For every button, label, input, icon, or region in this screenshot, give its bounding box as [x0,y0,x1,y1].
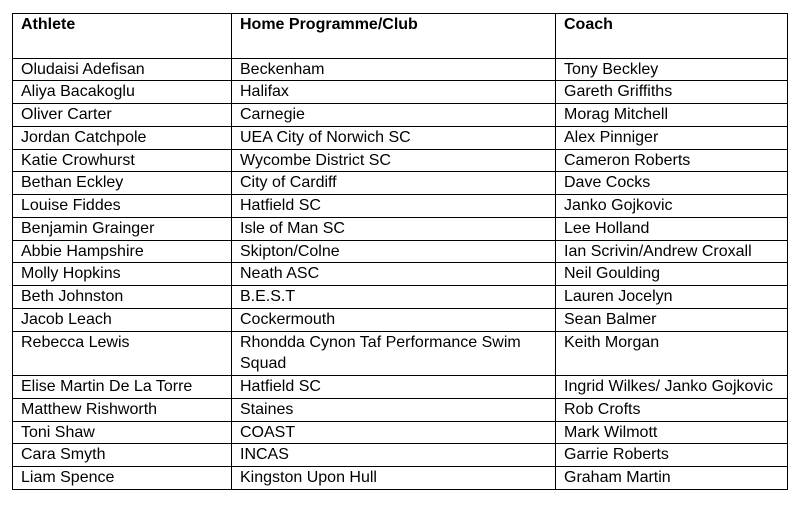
athlete-cell: Jacob Leach [13,308,232,331]
coach-cell: Tony Beckley [556,58,788,81]
table-row [13,331,788,376]
athlete-cell: Oliver Carter [13,104,232,127]
coach-cell: Keith Morgan [556,331,788,376]
athlete-cell: Bethan Eckley [13,172,232,195]
coach-cell: Mark Wilmott [556,421,788,444]
table-row [13,467,788,490]
club-cell: Kingston Upon Hull [232,467,556,490]
club-cell: City of Cardiff [232,172,556,195]
coach-cell: Gareth Griffiths [556,81,788,104]
athlete-cell: Cara Smyth [13,444,232,467]
coach-cell: Rob Crofts [556,398,788,421]
coach-cell: Sean Balmer [556,308,788,331]
athlete-cell: Louise Fiddes [13,195,232,218]
header-coach: Coach [556,14,788,59]
athlete-table [12,13,788,490]
club-cell: Rhondda Cynon Taf Performance Swim Squad [232,331,556,376]
table-row [13,58,788,81]
club-cell: INCAS [232,444,556,467]
club-cell: Wycombe District SC [232,149,556,172]
coach-cell: Ian Scrivin/Andrew Croxall [556,240,788,263]
table-row [13,149,788,172]
coach-cell: Cameron Roberts [556,149,788,172]
table-row [13,286,788,309]
athlete-cell: Elise Martin De La Torre [13,376,232,399]
coach-cell: Ingrid Wilkes/ Janko Gojkovic [556,376,788,399]
table-row [13,240,788,263]
coach-cell: Janko Gojkovic [556,195,788,218]
table-row [13,421,788,444]
club-cell: UEA City of Norwich SC [232,126,556,149]
athlete-cell: Liam Spence [13,467,232,490]
table-row [13,81,788,104]
coach-cell: Alex Pinniger [556,126,788,149]
club-cell: B.E.S.T [232,286,556,309]
athlete-cell: Rebecca Lewis [13,331,232,376]
coach-cell: Dave Cocks [556,172,788,195]
table-row [13,195,788,218]
club-cell: Skipton/Colne [232,240,556,263]
table-row [13,376,788,399]
athlete-cell: Aliya Bacakoglu [13,81,232,104]
coach-cell: Lee Holland [556,217,788,240]
table-row [13,104,788,127]
header-athlete: Athlete [13,14,232,59]
header-home-programme: Home Programme/Club [232,14,556,59]
athlete-cell: Beth Johnston [13,286,232,309]
table-row [13,398,788,421]
table-row [13,172,788,195]
club-cell: Carnegie [232,104,556,127]
header-row [13,14,788,59]
club-cell: Hatfield SC [232,376,556,399]
club-cell: Staines [232,398,556,421]
athlete-cell: Oludaisi Adefisan [13,58,232,81]
club-cell: Neath ASC [232,263,556,286]
athlete-cell: Molly Hopkins [13,263,232,286]
athlete-cell: Jordan Catchpole [13,126,232,149]
table-row [13,444,788,467]
coach-cell: Morag Mitchell [556,104,788,127]
coach-cell: Garrie Roberts [556,444,788,467]
table-row [13,217,788,240]
table-row [13,308,788,331]
athlete-cell: Abbie Hampshire [13,240,232,263]
table-row [13,126,788,149]
coach-cell: Graham Martin [556,467,788,490]
club-cell: Halifax [232,81,556,104]
club-cell: COAST [232,421,556,444]
club-cell: Hatfield SC [232,195,556,218]
club-cell: Isle of Man SC [232,217,556,240]
table-row [13,263,788,286]
athlete-cell: Toni Shaw [13,421,232,444]
coach-cell: Neil Goulding [556,263,788,286]
club-cell: Cockermouth [232,308,556,331]
athlete-cell: Benjamin Grainger [13,217,232,240]
athlete-cell: Matthew Rishworth [13,398,232,421]
athlete-cell: Katie Crowhurst [13,149,232,172]
coach-cell: Lauren Jocelyn [556,286,788,309]
club-cell: Beckenham [232,58,556,81]
